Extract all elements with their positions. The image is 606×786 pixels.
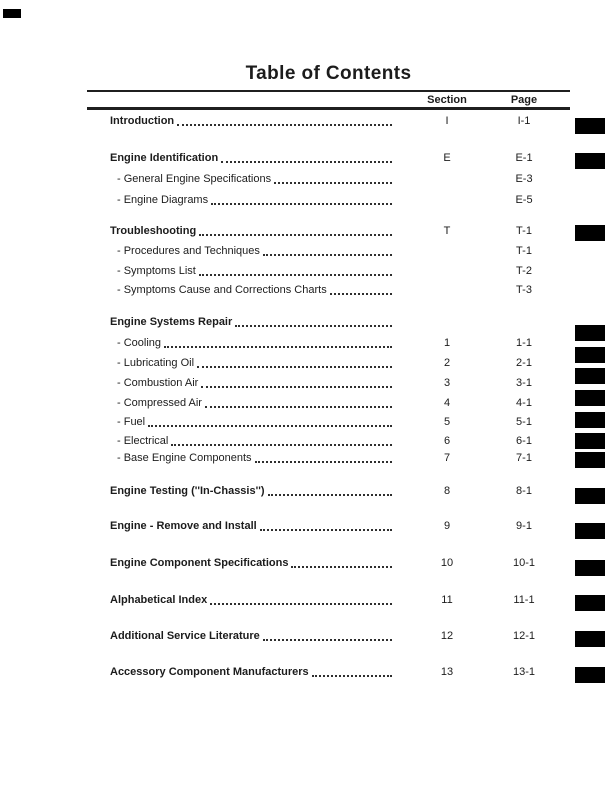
toc-entry-page: 9-1 <box>516 520 532 532</box>
toc-entry-page: 2-1 <box>516 357 532 369</box>
toc-entry-section: 1 <box>443 337 451 349</box>
toc-entry-section: 6 <box>443 435 451 447</box>
toc-entry-page: 1-1 <box>516 337 532 349</box>
toc-entry-page: T-3 <box>516 284 532 296</box>
toc-entry-page: 12-1 <box>512 630 536 642</box>
index-tab <box>575 560 605 576</box>
toc-entry-title: - Base Engine Components <box>117 452 252 464</box>
toc-entry-title: Engine - Remove and Install <box>110 520 257 532</box>
toc-entry-title: Troubleshooting <box>110 225 197 237</box>
toc-entry-title: - Symptoms Cause and Corrections Charts <box>117 284 327 296</box>
toc-entry-section: 7 <box>443 452 451 464</box>
toc-entry-title: - Lubricating Oil <box>117 357 195 369</box>
toc-entry-title: - Engine Diagrams <box>117 194 209 206</box>
toc-entry-page: 6-1 <box>516 435 532 447</box>
toc-entry-page: 10-1 <box>512 557 536 569</box>
column-header-page: Page <box>510 94 538 106</box>
toc-entry-section: 4 <box>443 397 451 409</box>
toc-entry-page: 5-1 <box>516 416 532 428</box>
index-tab <box>575 347 605 363</box>
toc-entry-title: - Procedures and Techniques <box>117 245 260 257</box>
index-tab <box>575 368 605 384</box>
toc-entry-section: T <box>443 225 451 237</box>
index-tab <box>575 631 605 647</box>
toc-entry-section: 12 <box>440 630 454 642</box>
toc-entry-title: Engine Identification <box>110 152 219 164</box>
toc-entry-page: E-1 <box>515 152 533 164</box>
index-tab <box>575 153 605 169</box>
toc-entry-page: T-1 <box>516 225 532 237</box>
toc-entry-title: - Fuel <box>117 416 146 428</box>
index-tab <box>575 118 605 134</box>
toc-entry-page: 13-1 <box>512 666 536 678</box>
index-tab <box>575 595 605 611</box>
toc-entry-section: 2 <box>443 357 451 369</box>
toc-entry-title: Accessory Component Manufacturers <box>110 666 309 678</box>
toc-entry-page: T-2 <box>516 265 532 277</box>
toc-entry-title: Introduction <box>110 115 175 127</box>
toc-entry-page: 7-1 <box>516 452 532 464</box>
toc-entry-page: E-3 <box>515 173 533 185</box>
index-tab <box>575 325 605 341</box>
toc-entry-page: E-5 <box>515 194 533 206</box>
toc-entry-title: Engine Testing (''In-Chassis'') <box>110 485 265 497</box>
toc-entry-title: Additional Service Literature <box>110 630 260 642</box>
toc-entry-section: 8 <box>443 485 451 497</box>
index-tab <box>575 452 605 468</box>
toc-entry-section: 13 <box>440 666 454 678</box>
toc-entry-page: T-1 <box>516 245 532 257</box>
toc-entry-section: 9 <box>443 520 451 532</box>
toc-entry-title: - Electrical <box>117 435 169 447</box>
index-tab <box>575 667 605 683</box>
column-header-section: Section <box>427 94 467 106</box>
index-tab <box>575 433 605 449</box>
toc-entry-title: - Combustion Air <box>117 377 199 389</box>
index-tab <box>575 390 605 406</box>
toc-entry-title: Engine Systems Repair <box>110 316 233 328</box>
toc-entry-section: 10 <box>440 557 454 569</box>
toc-entry-title: - General Engine Specifications <box>117 173 272 185</box>
index-tab <box>575 488 605 504</box>
toc-entry-page: 4-1 <box>516 397 532 409</box>
toc-entry-title: Engine Component Specifications <box>110 557 289 569</box>
toc-entry-section: E <box>443 152 451 164</box>
toc-entry-section: I <box>445 115 449 127</box>
index-tab <box>575 412 605 428</box>
toc-entry-page: 11-1 <box>513 594 535 606</box>
toc-entry-page: I-1 <box>517 115 531 127</box>
toc-entry-section: 5 <box>443 416 451 428</box>
toc-entry-page: 3-1 <box>516 377 532 389</box>
index-tab <box>575 523 605 539</box>
toc-entry-title: - Compressed Air <box>117 397 202 409</box>
page-title: Table of Contents <box>245 63 412 84</box>
index-tab <box>575 225 605 241</box>
toc-entry-section: 3 <box>443 377 451 389</box>
toc-entry-page: 8-1 <box>516 485 532 497</box>
toc-entry-title: Alphabetical Index <box>110 594 208 606</box>
toc-entry-section: 11 <box>441 594 453 606</box>
toc-entry-title: - Cooling <box>117 337 162 349</box>
toc-entry-title: - Symptoms List <box>117 265 196 277</box>
